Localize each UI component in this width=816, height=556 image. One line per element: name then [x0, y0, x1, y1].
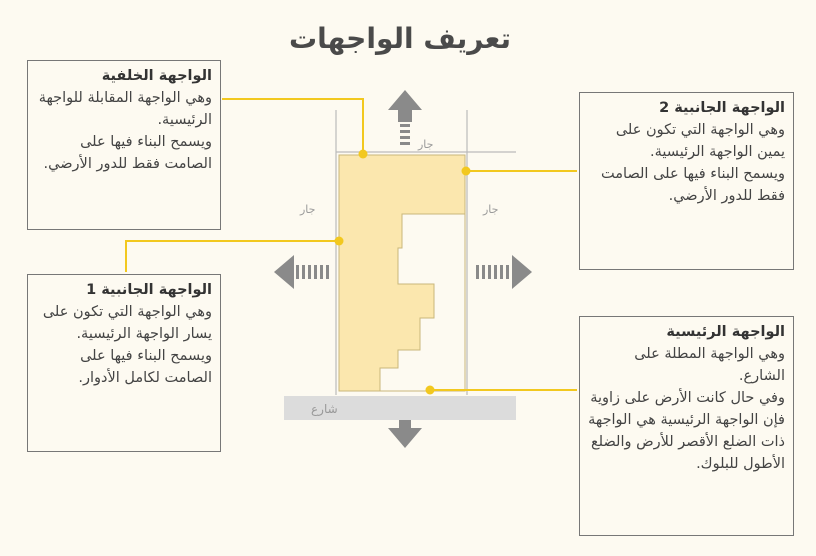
- back-connector: [222, 99, 363, 154]
- side1-facade-line-1: وهي الواجهة التي تكون على يسار الواجهة الرئيسية.: [42, 304, 212, 342]
- main-facade-line-2: وفي حال كانت الأرض على زاوية فإن الواجهة الرئيسية هي الواجهة ذات الضلع الأقصر للأرض والضلع الأطول للبلوك.: [588, 390, 785, 472]
- side1-connector: [126, 241, 339, 272]
- neighbor-top-label: جار: [418, 138, 434, 151]
- side2-facade-line-1: وهي الواجهة التي تكون على يمين الواجهة الرئيسية.: [615, 122, 785, 160]
- page-title: تعريف الواجهات: [289, 22, 511, 55]
- side1-facade-heading: الواجهة الجانبية 1: [86, 282, 212, 298]
- arrow-left-icon: [274, 255, 329, 289]
- side2-facade-heading: الواجهة الجانبية 2: [659, 100, 785, 116]
- back-facade-heading: الواجهة الخلفية: [101, 68, 212, 84]
- side1-facade-box: [27, 274, 221, 452]
- side2-facade-box: [579, 92, 794, 270]
- side2-point: [462, 167, 471, 176]
- side2-facade-line-2: ويسمح البناء فيها على الصامت فقط للدور الأرضي.: [601, 166, 785, 204]
- back-facade-line-2: ويسمح البناء فيها على الصامت فقط للدور الأرضي.: [43, 134, 212, 172]
- arrow-up-icon: [388, 90, 422, 145]
- side1-point: [335, 237, 344, 246]
- back-point: [359, 150, 368, 159]
- street-label: شارع: [311, 402, 338, 416]
- back-facade-line-1: وهي الواجهة المقابلة للواجهة الرئيسية.: [38, 90, 212, 128]
- main-point: [426, 386, 435, 395]
- neighbor-left-label: جار: [300, 203, 316, 216]
- neighbor-right-label: جار: [483, 203, 499, 216]
- arrow-down-icon: [388, 420, 422, 448]
- main-facade-line-1: وهي الواجهة المطلة على الشارع.: [634, 346, 785, 384]
- main-facade-box: [579, 316, 794, 536]
- back-facade-box: [27, 60, 221, 230]
- arrow-right-icon: [476, 255, 532, 289]
- main-facade-heading: الواجهة الرئيسية: [666, 324, 785, 340]
- side1-facade-line-2: ويسمح البناء فيها على الصامت لكامل الأدوار.: [78, 348, 212, 386]
